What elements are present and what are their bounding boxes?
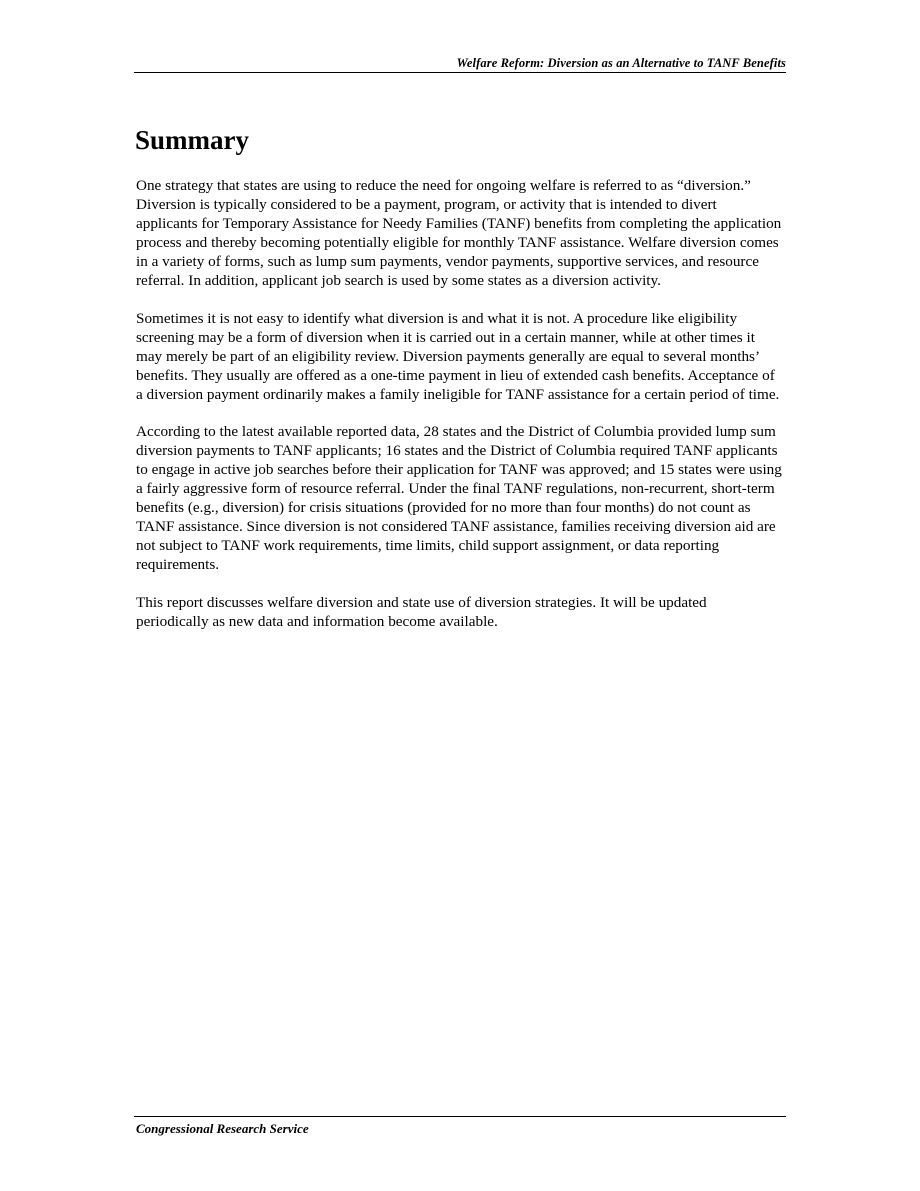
paragraph-report-scope: This report discusses welfare diversion and state use of diversion strategies. It will be updated periodically as new data and information become available. [136, 593, 707, 630]
paragraph-state-data: According to the latest available reported data, 28 states and the District of Columbia provided lump sum diversion payments to TANF applicants; 16 states and the District of Columbia required TANF applicants to engage in active job searches before their application for TANF was approved; and 15 states were using a fairly aggressive form of resource referral. Under the final TANF regulations, non-recurrent, short-term benefits (e.g., diversion) for crisis situations (provided for no more than four months) do not count as TANF assistance. Since diversion is not considered TANF assistance, families receiving diversion aid are not subject to TANF work requirements, time limits, child support assignment, or data reporting requirements. [136, 423, 782, 573]
paragraph-diversion-definition: One strategy that states are using to reduce the need for ongoing welfare is referred to as “diversion.” Diversion is typically considered to be a payment, program, or activity that is intended to divert applicants for Temporary Assistance for Needy Families (TANF) benefits from completing the application process and thereby becoming potentially eligible for monthly TANF assistance. Welfare diversion comes in a variety of forms, such as lump sum payments, vendor payments, supportive services, and resource referral. In addition, applicant job search is used by some states as a diversion activity. [136, 177, 782, 289]
running-footer-publisher: Congressional Research Service [136, 1121, 309, 1136]
summary-body [136, 176, 782, 649]
paragraph-diversion-identification: Sometimes it is not easy to identify what diversion is and what it is not. A procedure like eligibility screening may be a form of diversion when it is carried out in a certain manner, while at other times it may merely be part of an eligibility review. Diversion payments generally are equal to several months’ benefits. They usually are offered as a one-time payment in lieu of extended cash benefits. Acceptance of a diversion payment ordinarily makes a family ineligible for TANF assistance for a certain period of time. [136, 309, 780, 403]
running-header-title: Welfare Reform: Diversion as an Alternative to TANF Benefits [456, 56, 786, 70]
section-heading: Summary [135, 125, 249, 155]
footer-divider [134, 1116, 786, 1117]
header-divider [134, 72, 786, 73]
